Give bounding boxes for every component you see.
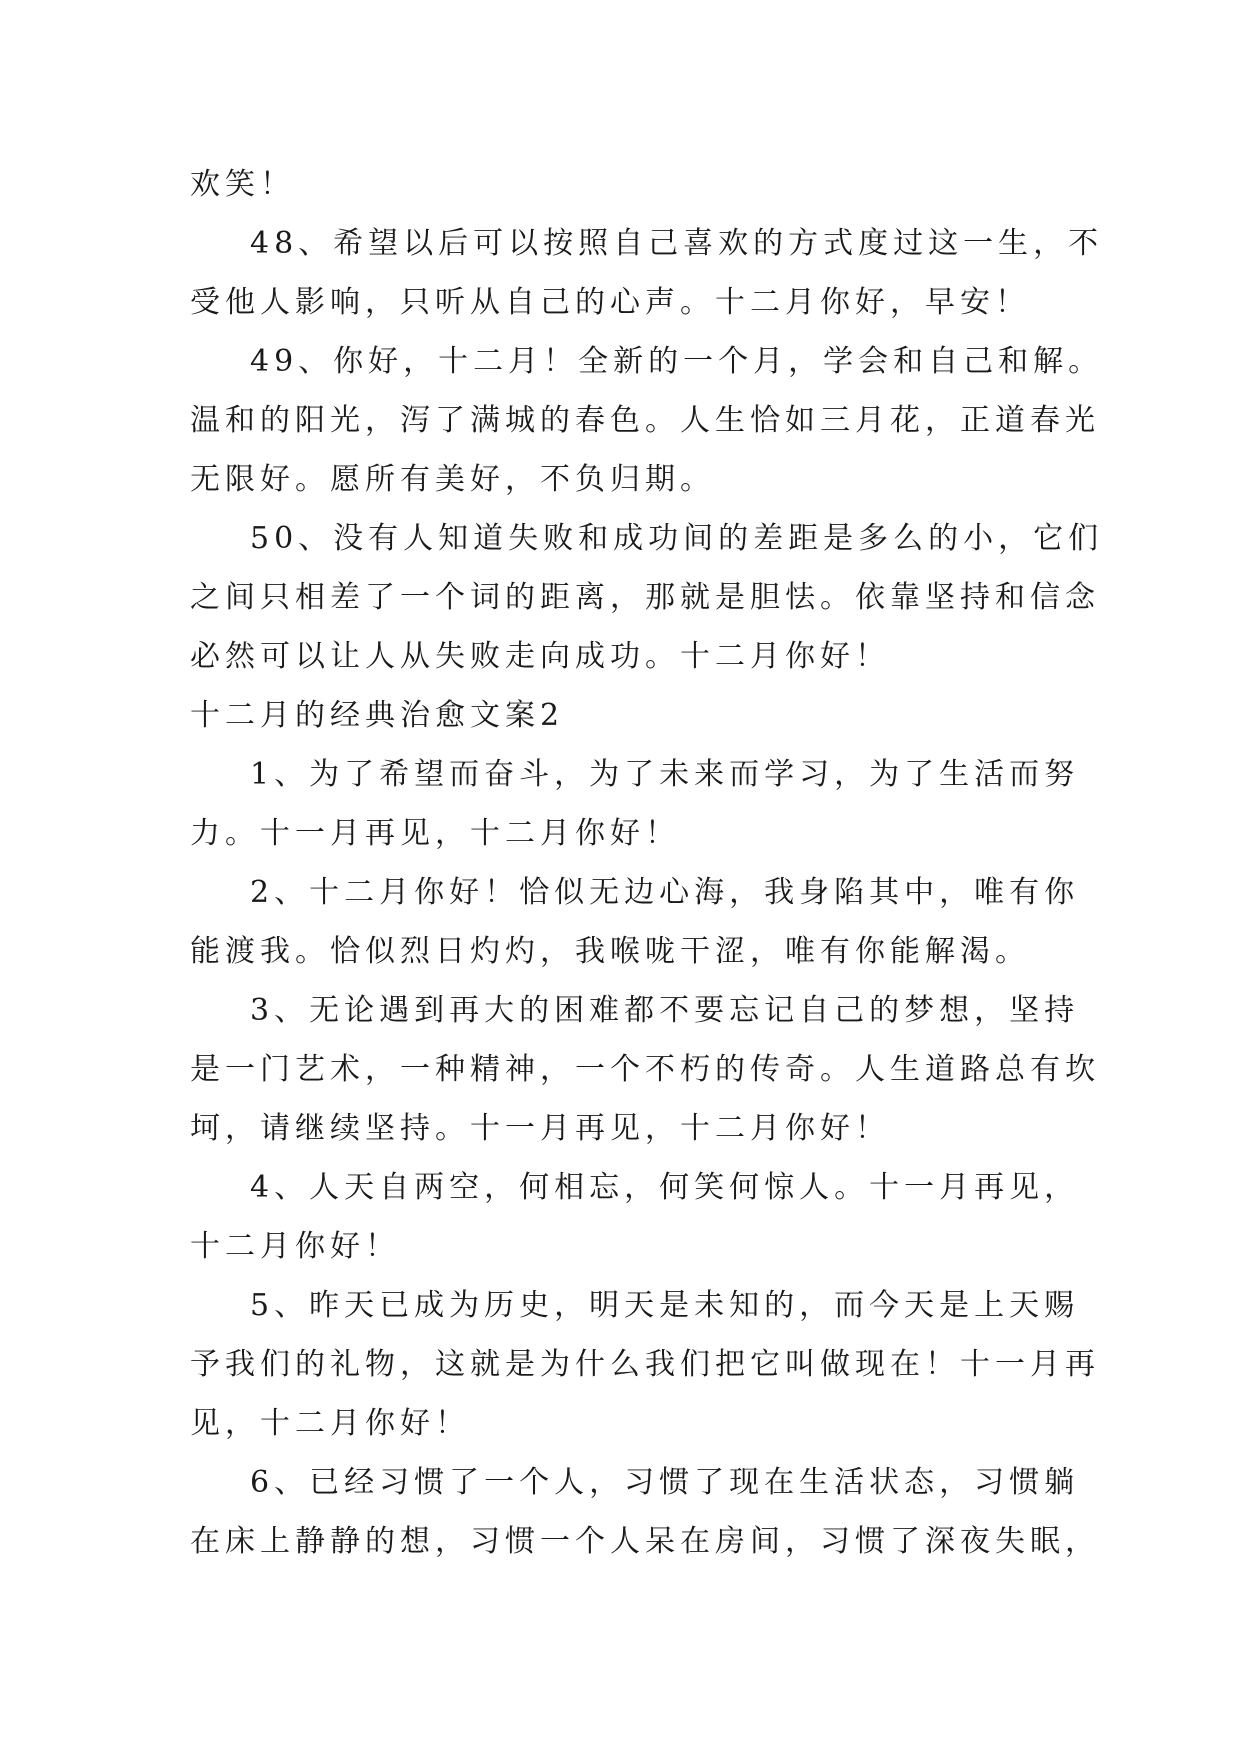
paragraph-start-line: 49、你好，十二月！全新的一个月，学会和自己和解。 — [250, 344, 1104, 379]
text-line: 欢笑！ — [190, 167, 295, 202]
paragraph-start-line: 6、已经习惯了一个人，习惯了现在生活状态，习惯躺 — [250, 1465, 1080, 1500]
paragraph-start-line: 4、人天自两空，何相忘，何笑何惊人。十一月再见， — [250, 1170, 1080, 1205]
document-body — [190, 155, 1104, 1571]
paragraph-start-line: 48、希望以后可以按照自己喜欢的方式度过这一生，不 — [250, 226, 1104, 261]
text-line: 在床上静静的想，习惯一个人呆在房间，习惯了深夜失眠， — [190, 1524, 1100, 1559]
text-line: 受他人影响，只听从自己的心声。十二月你好，早安！ — [190, 285, 1030, 320]
paragraph-start-line: 50、没有人知道失败和成功间的差距是多么的小，它们 — [250, 521, 1104, 556]
paragraph-start-line: 2、十二月你好！恰似无边心海，我身陷其中，唯有你 — [250, 875, 1080, 910]
text-line: 温和的阳光，泻了满城的春色。人生恰如三月花，正道春光 — [190, 403, 1100, 438]
paragraph-start-line: 1、为了希望而奋斗，为了未来而学习，为了生活而努 — [250, 757, 1080, 792]
paragraph-start-line: 5、昨天已成为历史，明天是未知的，而今天是上天赐 — [250, 1288, 1080, 1323]
text-line: 之间只相差了一个词的距离，那就是胆怯。依靠坚持和信念 — [190, 580, 1100, 615]
text-line: 必然可以让人从失败走向成功。十二月你好！ — [190, 639, 890, 674]
text-line: 十二月的经典治愈文案2 — [190, 698, 565, 733]
text-line: 予我们的礼物，这就是为什么我们把它叫做现在！十一月再 — [190, 1347, 1100, 1382]
paragraph-start-line: 3、无论遇到再大的困难都不要忘记自己的梦想，坚持 — [250, 993, 1080, 1028]
text-line: 见，十二月你好！ — [190, 1406, 470, 1441]
text-line: 十二月你好！ — [190, 1229, 400, 1264]
text-line: 力。十一月再见，十二月你好！ — [190, 816, 680, 851]
text-line: 无限好。愿所有美好，不负归期。 — [190, 462, 715, 497]
text-line: 能渡我。恰似烈日灼灼，我喉咙干涩，唯有你能解渴。 — [190, 934, 1030, 969]
text-line: 是一门艺术，一种精神，一个不朽的传奇。人生道路总有坎 — [190, 1052, 1100, 1087]
text-line: 坷，请继续坚持。十一月再见，十二月你好！ — [190, 1111, 890, 1146]
